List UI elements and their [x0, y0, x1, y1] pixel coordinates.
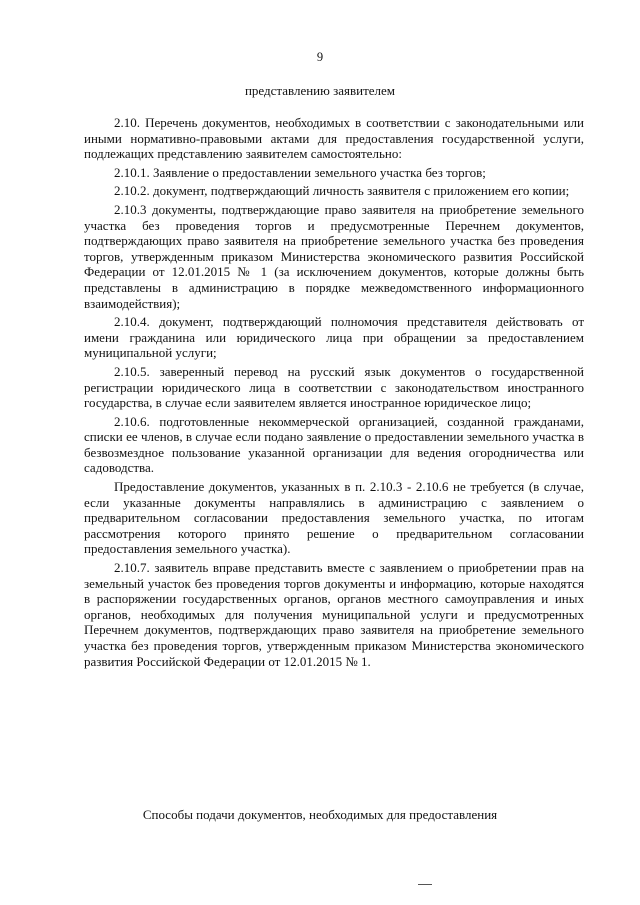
scan-artifact-mark: [418, 884, 432, 885]
document-body: [84, 115, 584, 672]
paragraph-2-10-2: 2.10.2. документ, подтверждающий личность заявителя с приложением его копии;: [114, 183, 570, 199]
paragraph-2-10: 2.10. Перечень документов, необходимых в соответствии с законодательными или иными нормативно-правовыми актами для предоставления государственной услуги, подлежащих представлению заявителем самостоятельно:: [84, 115, 584, 162]
paragraph-2-10-3: 2.10.3 документы, подтверждающие право заявителя на приобретение земельного участка без проведения торгов и предусмотренные Перечнем документов, подтверждающих право заявителя на приобретение земельного участка без проведения торгов, утвержденным приказом Министерства экономического развития Российской Федерации от 12.01.2015 № 1 (за исключением документов, которые должны быть представлены в администрацию в порядке межведомственного информационного взаимодействия);: [84, 201, 584, 311]
section-heading-continuation: представлению заявителем: [244, 83, 396, 98]
page-number: 9: [316, 50, 324, 64]
paragraph-2-10-1: 2.10.1. Заявление о предоставлении земельного участка без торгов;: [114, 164, 486, 180]
paragraph-2-10-4: 2.10.4. документ, подтверждающий полномочия представителя действовать от имени гражданина или юридического лица при обращении за предоставлением муниципальной услуги;: [84, 314, 584, 361]
paragraph-exemption: Предоставление документов, указанных в п. 2.10.3 - 2.10.6 не требуется (в случае, если указанные документы направлялись в администрацию с заявлением о предварительном согласовании предоставления земельного участка, по итогам рассмотрения которого принято решение о предварительном согласовании предоставления земельного участка).: [84, 479, 584, 557]
section-heading-next: Способы подачи документов, необходимых для предоставления: [142, 807, 498, 822]
paragraph-2-10-6: 2.10.6. подготовленные некоммерческой организацией, созданной гражданами, списки ее членов, в случае если подано заявление о предоставлении земельного участка в безвозмездное пользование указанной организации для ведения огородничества или садоводства.: [84, 413, 584, 476]
paragraph-2-10-5: 2.10.5. заверенный перевод на русский язык документов о государственной регистрации юридического лица в соответствии с законодательством иностранного государства, в случае если заявителем является иностранное юридическое лицо;: [84, 363, 584, 411]
paragraph-2-10-7: 2.10.7. заявитель вправе представить вместе с заявлением о приобретении прав на земельный участок без проведения торгов документы и информацию, которые находятся в распоряжении государственных органов, органов местного самоуправления и иных органов, необходимых для получения муниципальной услуги и предусмотренных Перечнем документов, подтверждающих право заявителя на приобретение земельного участка без проведения торгов, утвержденным приказом Министерства экономического развития Российской Федерации от 12.01.2015 № 1.: [84, 560, 584, 669]
